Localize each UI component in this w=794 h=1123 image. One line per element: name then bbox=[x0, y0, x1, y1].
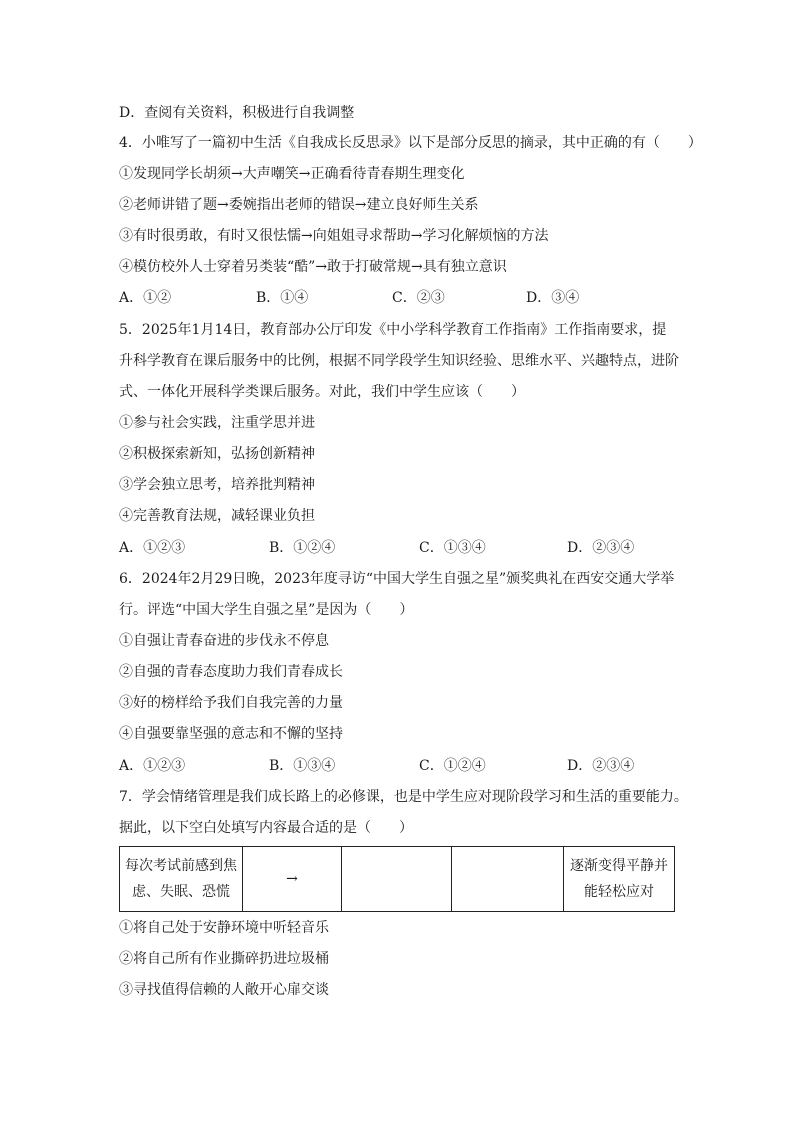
flow-blank-1 bbox=[342, 847, 452, 912]
q5-item-4: ④完善教育法规，减轻课业负担 bbox=[119, 508, 315, 524]
q7-stem-line-1: 7．学会情绪管理是我们成长路上的必修课，也是中学生应对现阶段学习和生活的重要能力。 bbox=[119, 789, 688, 805]
q5-option-b: B．①②④ bbox=[269, 540, 336, 556]
flow-arrow-1: → bbox=[243, 847, 342, 912]
q5-option-c: C．①③④ bbox=[419, 540, 486, 556]
q6-option-a: A．①②③ bbox=[119, 758, 186, 774]
q5-options bbox=[119, 538, 679, 558]
q6-item-2: ②自强的青春态度助力我们青春成长 bbox=[119, 664, 343, 680]
q6-item-1: ①自强让青春奋进的步伐永不停息 bbox=[119, 633, 329, 649]
q6-options bbox=[119, 756, 679, 776]
flow-start-cell: 每次考试前感到焦虑、失眠、恐慌 bbox=[120, 847, 243, 912]
q4-item-3: ③有时很勇敢，有时又很怯懦→向姐姐寻求帮助→学习化解烦恼的方法 bbox=[119, 228, 549, 244]
q7-item-2: ②将自己所有作业撕碎扔进垃圾桶 bbox=[119, 951, 329, 967]
q6-option-c: C．①②④ bbox=[419, 758, 486, 774]
flow-blank-2 bbox=[452, 847, 564, 912]
q5-item-2: ②积极探索新知，弘扬创新精神 bbox=[119, 446, 315, 462]
q4-item-2: ②老师讲错了题→委婉指出老师的错误→建立良好师生关系 bbox=[119, 197, 479, 213]
q7-item-3: ③寻找值得信赖的人敞开心扉交谈 bbox=[119, 982, 329, 998]
q6-stem-line-1: 6．2024年2月29日晚，2023年度寻访“中国大学生自强之星”颁奖典礼在西安交通大学举 bbox=[119, 571, 675, 587]
flow-end-cell: 逐渐变得平静并能轻松应对 bbox=[564, 847, 675, 912]
q7-stem-line-2: 据此，以下空白处填写内容最合适的是（ ） bbox=[119, 820, 413, 836]
q6-option-d: D．②③④ bbox=[567, 758, 635, 774]
q6-item-3: ③好的榜样给予我们自我完善的力量 bbox=[119, 695, 343, 711]
q5-stem-line-3: 式、一体化开展科学类课后服务。对此，我们中学生应该（ ） bbox=[119, 384, 525, 400]
q5-option-d: D．②③④ bbox=[567, 540, 635, 556]
q4-options bbox=[119, 288, 679, 308]
emotion-flow-row bbox=[120, 847, 675, 912]
emotion-flow-table bbox=[119, 846, 675, 912]
q6-item-4: ④自强要靠坚强的意志和不懈的坚持 bbox=[119, 726, 343, 742]
q6-stem-line-2: 行。评选“中国大学生自强之星”是因为（ ） bbox=[119, 602, 414, 618]
q4-stem: 4．小唯写了一篇初中生活《自我成长反思录》以下是部分反思的摘录，其中正确的有（ ） bbox=[119, 135, 702, 151]
q4-option-a: A．①② bbox=[119, 290, 172, 306]
q5-item-1: ①参与社会实践，注重学思并进 bbox=[119, 415, 315, 431]
q4-option-c: C．②③ bbox=[392, 290, 445, 306]
q4-option-d: D．③④ bbox=[526, 290, 580, 306]
q7-item-1: ①将自己处于安静环境中听轻音乐 bbox=[119, 920, 329, 936]
q6-option-b: B．①③④ bbox=[269, 758, 336, 774]
q5-stem-line-2: 升科学教育在课后服务中的比例，根据不同学段学生知识经验、思维水平、兴趣特点，进阶 bbox=[119, 353, 679, 369]
q5-stem-line-1: 5．2025年1月14日，教育部办公厅印发《中小学科学教育工作指南》工作指南要求，提 bbox=[119, 322, 667, 338]
q4-item-1: ①发现同学长胡须→大声嘲笑→正确看待青春期生理变化 bbox=[119, 166, 465, 182]
q3-option-d: D．查阅有关资料，积极进行自我调整 bbox=[119, 105, 355, 121]
q4-option-b: B．①④ bbox=[256, 290, 309, 306]
q4-item-4: ④模仿校外人士穿着另类装“酷”→敢于打破常规→具有独立意识 bbox=[119, 259, 507, 275]
q5-option-a: A．①②③ bbox=[119, 540, 186, 556]
q5-item-3: ③学会独立思考，培养批判精神 bbox=[119, 477, 315, 493]
